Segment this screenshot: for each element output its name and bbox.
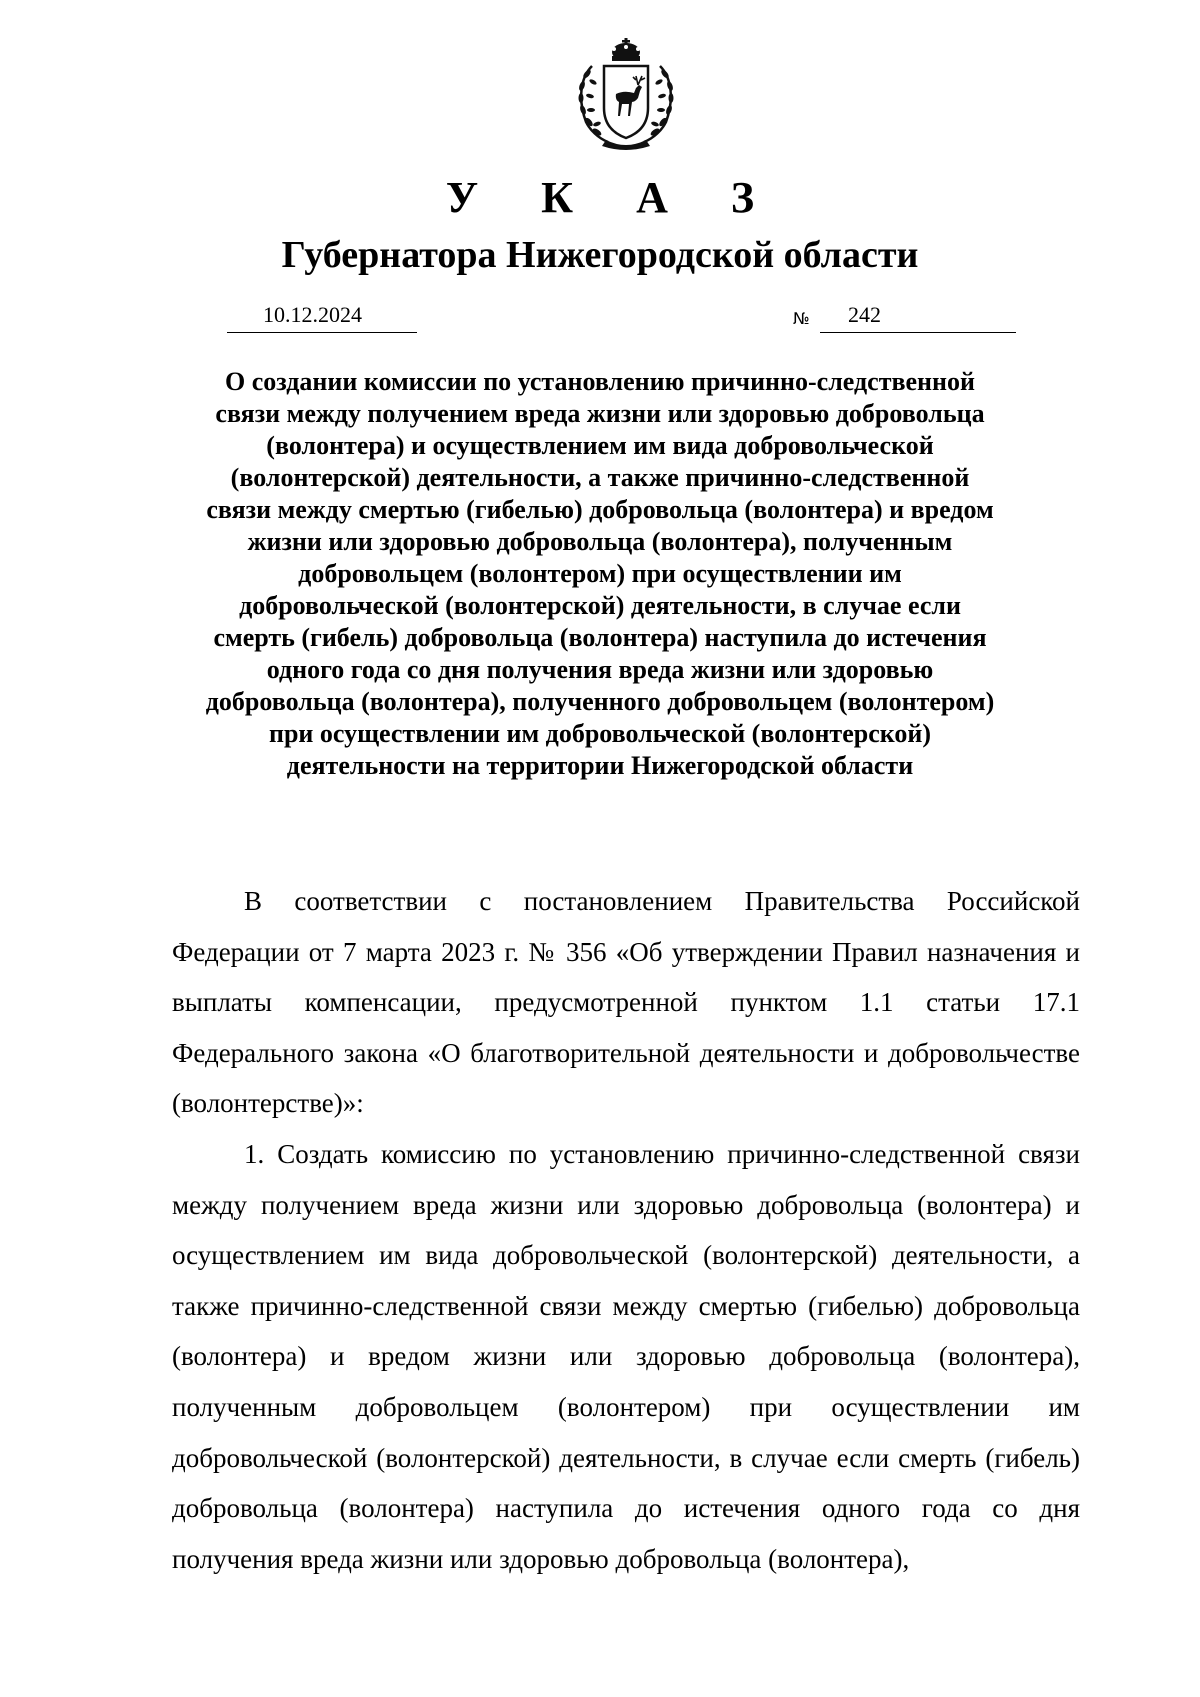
decree-title: О создании комиссии по установлению причинно-следственной связи между получением вреда жизни или здоровью добровольца (волонтера) и осуществлением им вида добровольческой (волонтерской) деятельности, а также причинно-следственной связи между смертью (гибелью) добровольца (волонтера) и вредом жизни или здоровью добровольца (волонтера), полученным добровольцем (волонтером) при осуществлении им добровольческой (волонтерской) деятельности, в случае если смерть (гибель) добровольца (волонтера) наступила до истечения одного года со дня получения вреда жизни или здоровью добровольца (волонтера), полученного добровольцем (волонтером) при осуществлении им добровольческой (волонтерской) деятельности на территории Нижегородской области <box>205 367 995 780</box>
preamble-paragraph: В соответствии с постановлением Правительства Российской Федерации от 7 марта 2023 г. № 356 «Об утверждении Правил назначения и выплаты компенсации, предусмотренной пунктом 1.1 статьи 17.1 Федерального закона «О благотворительной деятельности и добровольчестве (волонтерстве)»: <box>172 886 1080 1119</box>
number-sign: № <box>793 309 810 328</box>
decree-date: 10.12.2024 <box>263 302 362 327</box>
decree-number-field <box>820 302 1016 333</box>
issuer-heading: Губернатора Нижегородской области <box>281 234 919 276</box>
decree-date-field <box>227 302 417 333</box>
document-type-heading: У К А З <box>445 173 781 222</box>
item-1-paragraph: 1. Создать комиссию по установлению причинно-следственной связи между получением вреда жизни или здоровью добровольца (волонтера) и осуществлением им вида добровольческой (волонтерской) деятельности, а также причинно-следственной связи между смертью (гибелью) добровольца (волонтера) и вредом жизни или здоровью добровольца (волонтера), полученным добровольцем (волонтером) при осуществлении им добровольческой (волонтерской) деятельности, в случае если смерть (гибель) добровольца (волонтера) наступила до истечения одного года со дня получения вреда жизни или здоровью добровольца (волонтера), <box>172 1138 1080 1574</box>
decree-number: 242 <box>848 302 881 327</box>
decree-body <box>172 876 1080 1584</box>
coat-of-arms-icon <box>572 38 680 150</box>
